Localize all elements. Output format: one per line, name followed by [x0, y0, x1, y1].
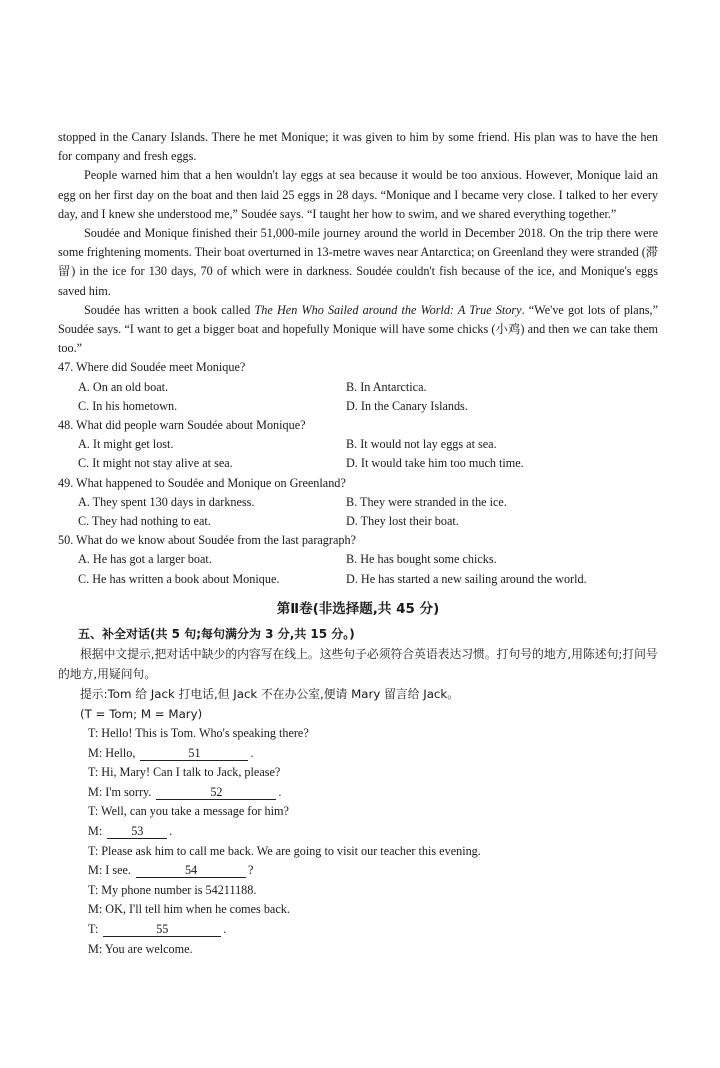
dialog-line: M: OK, I'll tell him when he comes back. [88, 902, 290, 917]
dialog-line: M: You are welcome. [88, 941, 193, 956]
dialog [58, 724, 658, 959]
dialog-text: M: I see. [88, 863, 131, 878]
book-title: The Hen Who Sailed around the World: A True Story [254, 302, 522, 317]
option-a: A. They spent 130 days in darkness. [78, 494, 255, 509]
passage-paragraph-2: People warned him that a hen wouldn't lay eggs at sea because it would be too anxious. However, Monique laid an egg on her first day on the boat and then laid 25 eggs in 28 days. “Monique and I became very close. I talked to her every day, and I knew she understood me,” Soudée says. “I taught her how to swim, and we shared everything together.” [58, 168, 658, 221]
dialog-line: T: Hi, Mary! Can I talk to Jack, please? [88, 765, 281, 780]
dialog-text: M: I'm sorry. [88, 784, 152, 799]
dialog-line [58, 920, 658, 940]
option-d: D. It would take him too much time. [346, 456, 524, 471]
option-row [58, 512, 658, 531]
dialog-text: T: [88, 922, 99, 937]
answer-blank-53[interactable]: 53 [107, 824, 167, 839]
dialog-line: T: Please ask him to call me back. We are going to visit our teacher this evening. [88, 843, 481, 858]
option-a: A. It might get lost. [78, 437, 174, 452]
option-c: C. He has written a book about Monique. [78, 571, 280, 586]
dialog-line [58, 744, 658, 764]
option-row [58, 550, 658, 569]
option-a: A. He has got a larger boat. [78, 552, 212, 567]
option-b: B. They were stranded in the ice. [346, 494, 507, 509]
dialog-line: T: My phone number is 54211188. [88, 882, 257, 897]
answer-blank-54[interactable]: 54 [136, 863, 246, 878]
option-b: B. In Antarctica. [346, 379, 427, 394]
dialog-punctuation: . [278, 784, 282, 799]
part-5-heading: 五、补全对话(共 5 句;每句满分为 3 分,共 15 分。) [78, 626, 355, 641]
paragraph-4-start: Soudée has written a book called [84, 302, 255, 317]
dialog-punctuation: ? [248, 863, 254, 878]
question-stem: 49. What happened to Soudée and Monique on Greenland? [58, 475, 346, 490]
question-stem: 50. What do we know about Soudée from the last paragraph? [58, 533, 356, 548]
question-50 [58, 531, 658, 589]
passage-paragraph-1: stopped in the Canary Islands. There he met Monique; it was given to him by some friend. His plan was to have the hen for company and fresh eggs. [58, 130, 658, 164]
question-49 [58, 474, 658, 532]
option-b: B. It would not lay eggs at sea. [346, 437, 497, 452]
option-b: B. He has bought some chicks. [346, 552, 497, 567]
option-row [58, 435, 658, 454]
dialog-line [58, 861, 658, 881]
answer-blank-52[interactable]: 52 [156, 785, 276, 800]
question-48 [58, 416, 658, 474]
option-d: D. He has started a new sailing around the world. [346, 571, 587, 586]
question-stem: 47. Where did Soudée meet Monique? [58, 360, 246, 375]
reading-questions [58, 358, 658, 588]
answer-blank-51[interactable]: 51 [140, 746, 248, 761]
passage-paragraph-3: Soudée and Monique finished their 51,000-mile journey around the world in December 2018. On the trip there were some frightening moments. Their boat overturned in 13-metre waves near Antarctica; on Greenland they were stranded (滞留) in the ice for 130 days, 70 of which were in darkness. Soudée couldn't fish because of the ice, and Monique's eggs saved him. [58, 226, 658, 298]
dialog-line: T: Hello! This is Tom. Who's speaking there? [88, 726, 309, 741]
question-47 [58, 358, 658, 416]
hint: 提示:Tom 给 Jack 打电话,但 Jack 不在办公室,便请 Mary 留言给 Jack。 [80, 687, 460, 702]
option-c: C. It might not stay alive at sea. [78, 456, 233, 471]
page-content [58, 128, 658, 959]
option-a: A. On an old boat. [78, 379, 169, 394]
dialog-line [58, 822, 658, 842]
answer-blank-55[interactable]: 55 [103, 922, 221, 937]
dialog-text: M: Hello, [88, 745, 136, 760]
dialog-line: T: Well, can you take a message for him? [88, 804, 289, 819]
speaker-legend: (T = Tom; M = Mary) [80, 707, 203, 722]
option-row [58, 454, 658, 473]
dialog-punctuation: . [223, 922, 227, 937]
option-row [58, 493, 658, 512]
option-row [58, 378, 658, 397]
dialog-punctuation: . [250, 745, 254, 760]
option-c: C. In his hometown. [78, 398, 178, 413]
option-d: D. They lost their boat. [346, 514, 459, 529]
option-c: C. They had nothing to eat. [78, 514, 211, 529]
section-2-title: 第Ⅱ卷(非选择题,共 45 分) [276, 600, 440, 617]
question-stem: 48. What did people warn Soudée about Monique? [58, 418, 306, 433]
instructions: 根据中文提示,把对话中缺少的内容写在线上。这些句子必须符合英语表达习惯。打句号的地方,用陈述句;打问号的地方,用疑问句。 [58, 647, 658, 682]
passage-paragraph-4 [58, 301, 658, 359]
option-d: D. In the Canary Islands. [346, 398, 468, 413]
paragraph-4-end: . “We've got lots of plans,” Soudée says. “I want to get a bigger boat and hopefully Monique will have some chicks (小鸡) and then we can take them too.” [58, 302, 659, 356]
dialog-text: M: [88, 824, 103, 839]
option-row [58, 397, 658, 416]
dialog-punctuation: . [169, 824, 173, 839]
option-row [58, 570, 658, 589]
dialog-line [58, 783, 658, 803]
